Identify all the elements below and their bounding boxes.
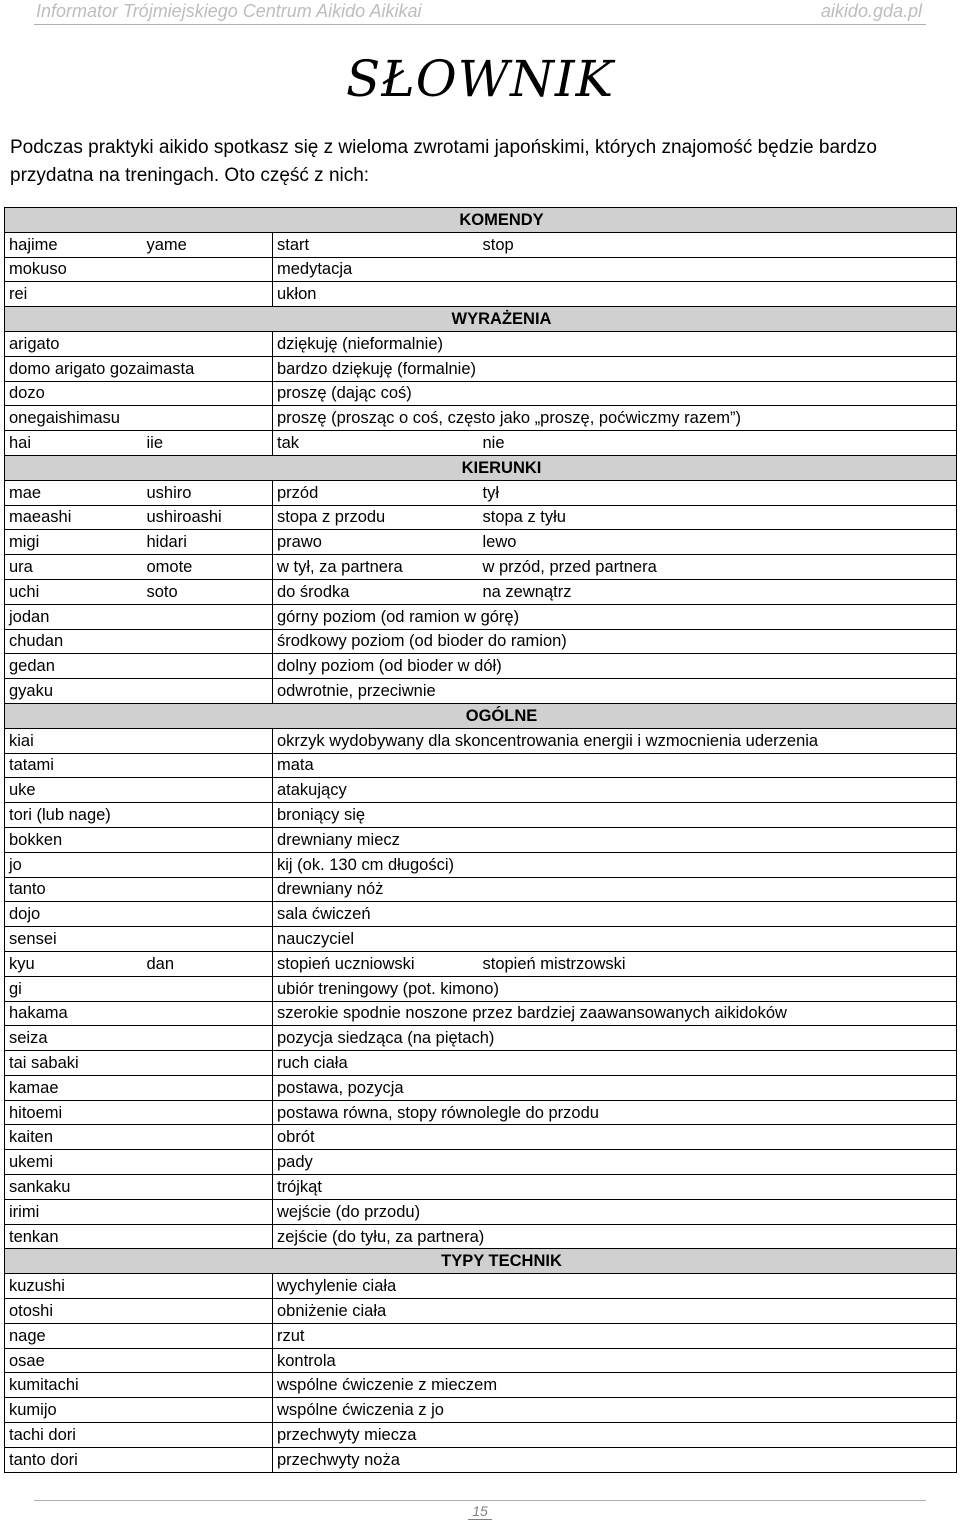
term-cell: gyaku [5,679,273,704]
meaning-cell: przód [273,480,479,505]
table-row [5,951,957,976]
term-cell: tanto [5,877,273,902]
meaning-alt-cell: stop [479,232,957,257]
term-cell: kaiten [5,1125,273,1150]
table-row [5,431,957,456]
term-cell: kyu [5,951,143,976]
term-alt-cell: omote [143,555,273,580]
table-row [5,1075,957,1100]
meaning-cell: do środka [273,579,479,604]
term-cell: migi [5,530,143,555]
meaning-cell: dolny poziom (od bioder w dół) [273,654,957,679]
meaning-cell: wejście (do przodu) [273,1199,957,1224]
table-row [5,257,957,282]
term-alt-cell: hidari [143,530,273,555]
term-cell: mokuso [5,257,273,282]
section-header [5,455,957,480]
term-cell: ura [5,555,143,580]
term-cell: uchi [5,579,143,604]
dictionary-table [4,207,957,1473]
term-cell: tai sabaki [5,1051,273,1076]
table-row [5,282,957,307]
meaning-cell: wspólne ćwiczenia z jo [273,1398,957,1423]
meaning-cell: ubiór treningowy (pot. kimono) [273,976,957,1001]
meaning-cell: przechwyty miecza [273,1423,957,1448]
section-title: KIERUNKI [461,458,542,477]
term-alt-cell: ushiro [143,480,273,505]
meaning-cell: odwrotnie, przeciwnie [273,679,957,704]
meaning-cell: start [273,232,479,257]
meaning-cell: drewniany miecz [273,827,957,852]
table-row [5,852,957,877]
meaning-cell: bardzo dziękuję (formalnie) [273,356,957,381]
table-row [5,604,957,629]
term-cell: hai [5,431,143,456]
term-alt-cell: soto [143,579,273,604]
meaning-cell: zejście (do tyłu, za partnera) [273,1224,957,1249]
meaning-alt-cell: w przód, przed partnera [479,555,957,580]
meaning-cell: obniżenie ciała [273,1299,957,1324]
meaning-cell: postawa, pozycja [273,1075,957,1100]
table-row [5,1026,957,1051]
term-cell: arigato [5,331,273,356]
meaning-alt-cell: tył [479,480,957,505]
header-url: aikido.gda.pl [820,1,922,21]
page-number: 15 [468,1503,492,1520]
meaning-alt-cell: lewo [479,530,957,555]
table-row [5,728,957,753]
table-row [5,1150,957,1175]
meaning-cell: stopa z przodu [273,505,479,530]
term-alt-cell: yame [143,232,273,257]
meaning-cell: nauczyciel [273,927,957,952]
section-header [5,307,957,332]
table-row [5,803,957,828]
table-row [5,1447,957,1472]
table-row [5,1199,957,1224]
meaning-cell: pozycja siedząca (na piętach) [273,1026,957,1051]
meaning-alt-cell: nie [479,431,957,456]
term-cell: dozo [5,381,273,406]
table-row [5,555,957,580]
term-cell: kamae [5,1075,273,1100]
section-title: WYRAŻENIA [451,310,552,329]
section-title: KOMENDY [459,210,544,229]
table-row [5,927,957,952]
meaning-cell: mata [273,753,957,778]
term-cell: otoshi [5,1299,273,1324]
section-header [5,208,957,233]
table-row [5,778,957,803]
table-row [5,232,957,257]
term-cell: rei [5,282,273,307]
table-row [5,827,957,852]
page-title: SŁOWNIK [346,50,614,108]
term-cell: seiza [5,1026,273,1051]
meaning-cell: środkowy poziom (od bioder do ramion) [273,629,957,654]
meaning-cell: postawa równa, stopy równolegle do przodu [273,1100,957,1125]
meaning-cell: stopień uczniowski [273,951,479,976]
table-row [5,381,957,406]
meaning-cell: pady [273,1150,957,1175]
meaning-cell: okrzyk wydobywany dla skoncentrowania energii i wzmocnienia uderzenia [273,728,957,753]
meaning-cell: drewniany nóż [273,877,957,902]
table-row [5,505,957,530]
meaning-cell: rzut [273,1323,957,1348]
meaning-cell: sala ćwiczeń [273,902,957,927]
term-cell: tanto dori [5,1447,273,1472]
term-cell: ukemi [5,1150,273,1175]
table-row [5,1323,957,1348]
table-row [5,976,957,1001]
table-row [5,1274,957,1299]
term-cell: osae [5,1348,273,1373]
term-cell: tatami [5,753,273,778]
meaning-cell: atakujący [273,778,957,803]
table-row [5,1100,957,1125]
table-row [5,1051,957,1076]
header-title: Informator Trójmiejskiego Centrum Aikido Aikikai [36,1,422,21]
meaning-cell: wspólne ćwiczenie z mieczem [273,1373,957,1398]
term-cell: kumijo [5,1398,273,1423]
meaning-cell: proszę (prosząc o coś, często jako „proszę, poćwiczmy razem”) [273,406,957,431]
term-cell: maeashi [5,505,143,530]
term-cell: domo arigato gozaimasta [5,356,273,381]
meaning-cell: dziękuję (nieformalnie) [273,331,957,356]
meaning-cell: prawo [273,530,479,555]
term-cell: hitoemi [5,1100,273,1125]
term-cell: hakama [5,1001,273,1026]
term-cell: gi [5,976,273,1001]
table-row [5,1125,957,1150]
meaning-cell: broniący się [273,803,957,828]
table-row [5,1175,957,1200]
section-title: OGÓLNE [465,706,538,725]
table-row [5,629,957,654]
term-cell: nage [5,1323,273,1348]
term-cell: hajime [5,232,143,257]
table-row [5,579,957,604]
term-cell: tachi dori [5,1423,273,1448]
table-row [5,530,957,555]
table-row [5,1423,957,1448]
meaning-cell: przechwyty noża [273,1447,957,1472]
table-row [5,1398,957,1423]
table-row [5,1373,957,1398]
meaning-cell: medytacja [273,257,957,282]
section-header [5,703,957,728]
meaning-cell: tak [273,431,479,456]
meaning-cell: wychylenie ciała [273,1274,957,1299]
term-cell: tenkan [5,1224,273,1249]
table-row [5,1348,957,1373]
term-cell: onegaishimasu [5,406,273,431]
term-alt-cell: iie [143,431,273,456]
term-cell: chudan [5,629,273,654]
meaning-alt-cell: stopień mistrzowski [479,951,957,976]
term-alt-cell: ushiroashi [143,505,273,530]
term-cell: kuzushi [5,1274,273,1299]
term-cell: sensei [5,927,273,952]
meaning-cell: obrót [273,1125,957,1150]
meaning-cell: trójkąt [273,1175,957,1200]
table-row [5,679,957,704]
table-row [5,356,957,381]
meaning-cell: ukłon [273,282,957,307]
term-cell: mae [5,480,143,505]
table-row [5,654,957,679]
term-cell: kumitachi [5,1373,273,1398]
meaning-cell: ruch ciała [273,1051,957,1076]
table-row [5,902,957,927]
table-row [5,753,957,778]
term-cell: uke [5,778,273,803]
meaning-alt-cell: na zewnątrz [479,579,957,604]
table-row [5,1224,957,1249]
term-cell: dojo [5,902,273,927]
page-footer [34,1500,926,1519]
term-alt-cell: dan [143,951,273,976]
table-row [5,877,957,902]
term-cell: tori (lub nage) [5,803,273,828]
meaning-cell: górny poziom (od ramion w górę) [273,604,957,629]
meaning-cell: kontrola [273,1348,957,1373]
table-row [5,1001,957,1026]
section-title: TYPY TECHNIK [441,1252,562,1271]
term-cell: kiai [5,728,273,753]
term-cell: gedan [5,654,273,679]
term-cell: bokken [5,827,273,852]
meaning-cell: w tył, za partnera [273,555,479,580]
term-cell: irimi [5,1199,273,1224]
term-cell: jodan [5,604,273,629]
table-row [5,331,957,356]
table-row [5,480,957,505]
meaning-cell: szerokie spodnie noszone przez bardziej zaawansowanych aikidoków [273,1001,957,1026]
meaning-cell: proszę (dając coś) [273,381,957,406]
table-row [5,406,957,431]
term-cell: sankaku [5,1175,273,1200]
intro-paragraph: Podczas praktyki aikido spotkasz się z wieloma zwrotami japońskimi, których znajomość będzie bardzo przydatna na treningach. Oto część z nich: [10,137,877,186]
page-header [34,0,926,25]
meaning-alt-cell: stopa z tyłu [479,505,957,530]
table-row [5,1299,957,1324]
section-header [5,1249,957,1274]
term-cell: jo [5,852,273,877]
meaning-cell: kij (ok. 130 cm długości) [273,852,957,877]
